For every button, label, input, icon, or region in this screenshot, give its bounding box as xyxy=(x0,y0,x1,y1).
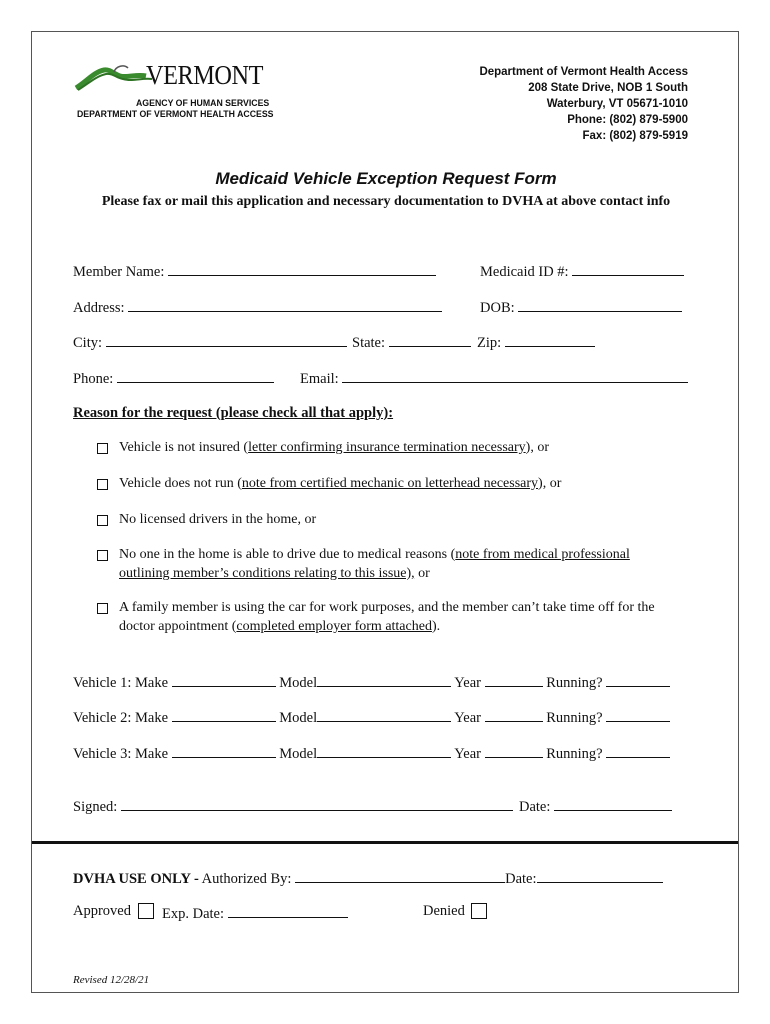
signature-date-input[interactable] xyxy=(554,796,672,811)
vehicle-model-label: Model xyxy=(279,675,318,691)
reason-requirement: letter confirming insurance termination necessary xyxy=(248,440,526,455)
dvha-date-input[interactable] xyxy=(537,868,663,883)
vehicle-make-input[interactable] xyxy=(172,672,276,687)
vehicle-running-label: Running? xyxy=(546,710,603,726)
state-field[interactable] xyxy=(352,332,471,352)
reason-text: ), or xyxy=(525,440,549,455)
signature-input[interactable] xyxy=(121,796,513,811)
signature-date-field[interactable] xyxy=(519,796,672,816)
vehicle-make-label: Vehicle 3: Make xyxy=(73,746,169,762)
vehicle-year-label: Year xyxy=(454,746,481,762)
vehicle-year-input[interactable] xyxy=(485,672,543,687)
vehicle-row xyxy=(73,672,670,692)
dvha-date-label: Date: xyxy=(505,871,537,887)
section-divider xyxy=(32,841,738,844)
exp-date-label: Exp. Date: xyxy=(162,906,225,922)
authorized-by-label: Authorized By: xyxy=(198,871,292,887)
email-label: Email: xyxy=(300,371,339,387)
reason-requirement: outlining member’s conditions relating to this issue), xyxy=(119,566,415,581)
form-page xyxy=(31,31,739,993)
reason-work-purposes-label: A family member is using the car for work purposes, and the member can’t take time off for the xyxy=(119,600,655,615)
vehicle-running-input[interactable] xyxy=(606,707,670,722)
vermont-mountain-logo-icon xyxy=(74,62,154,92)
revised-date: Revised 12/28/21 xyxy=(73,974,150,986)
email-field[interactable] xyxy=(300,368,688,388)
contact-street: 208 State Drive, NOB 1 South xyxy=(528,82,688,94)
denied-checkbox[interactable] xyxy=(471,903,487,919)
reason-no-drivers-label: No licensed drivers in the home, or xyxy=(119,512,317,527)
vehicle-model-input[interactable] xyxy=(317,743,451,758)
reason-text: No one in the home is able to drive due to medical reasons ( xyxy=(119,547,456,562)
phone-field[interactable] xyxy=(73,368,274,388)
vehicle-running-input[interactable] xyxy=(606,672,670,687)
medicaid-id-field[interactable] xyxy=(480,261,684,281)
address-field[interactable] xyxy=(73,297,442,317)
reason-text: ), or xyxy=(538,476,562,491)
reason-medical-checkbox[interactable] xyxy=(97,550,108,561)
contact-fax: Fax: (802) 879-5919 xyxy=(582,130,688,142)
vehicle-model-input[interactable] xyxy=(317,672,451,687)
reason-text: ). xyxy=(431,619,441,634)
signature-field[interactable] xyxy=(73,796,513,816)
reason-no-drivers-checkbox[interactable] xyxy=(97,515,108,526)
medicaid-id-label: Medicaid ID #: xyxy=(480,264,569,280)
address-input[interactable] xyxy=(128,297,442,312)
zip-label: Zip: xyxy=(477,335,502,351)
exp-date-field[interactable] xyxy=(162,903,348,923)
dob-field[interactable] xyxy=(480,297,682,317)
logo-wordmark: VERMONT xyxy=(146,60,263,90)
reason-text: Vehicle does not run ( xyxy=(119,476,242,491)
phone-input[interactable] xyxy=(117,368,274,383)
city-label: City: xyxy=(73,335,103,351)
reason-does-not-run-label xyxy=(119,474,561,493)
reason-not-insured-checkbox[interactable] xyxy=(97,443,108,454)
reason-does-not-run-checkbox[interactable] xyxy=(97,479,108,490)
reason-requirement: note from medical professional xyxy=(455,547,630,562)
denied-label: Denied xyxy=(423,903,465,919)
vehicle-make-input[interactable] xyxy=(172,707,276,722)
reason-text: doctor appointment ( xyxy=(119,619,237,634)
form-subtitle: Please fax or mail this application and necessary documentation to DVHA at above contact info xyxy=(101,194,671,209)
vehicle-year-input[interactable] xyxy=(485,707,543,722)
address-label: Address: xyxy=(73,300,125,316)
logo-department: DEPARTMENT OF VERMONT HEALTH ACCESS xyxy=(77,109,274,120)
signature-date-label: Date: xyxy=(519,799,551,815)
vehicle-make-label: Vehicle 1: Make xyxy=(73,675,169,691)
logo-agency: AGENCY OF HUMAN SERVICES xyxy=(136,98,270,109)
city-input[interactable] xyxy=(106,332,347,347)
phone-label: Phone: xyxy=(73,371,114,387)
email-input[interactable] xyxy=(342,368,688,383)
approved-checkbox[interactable] xyxy=(138,903,154,919)
reason-requirement: completed employer form attached xyxy=(236,619,432,634)
reason-requirement: note from certified mechanic on letterhead necessary xyxy=(241,476,539,491)
dvha-authorized-field[interactable] xyxy=(73,868,663,888)
member-name-input[interactable] xyxy=(168,261,436,276)
vehicle-row xyxy=(73,743,670,763)
city-field[interactable] xyxy=(73,332,347,352)
vehicle-running-input[interactable] xyxy=(606,743,670,758)
reason-medical-label xyxy=(119,545,630,564)
vehicle-year-label: Year xyxy=(454,710,481,726)
dvha-use-only-label: DVHA USE ONLY - xyxy=(73,871,199,887)
vehicle-running-label: Running? xyxy=(546,746,603,762)
vehicle-make-label: Vehicle 2: Make xyxy=(73,710,169,726)
state-label: State: xyxy=(352,335,386,351)
form-title: Medicaid Vehicle Exception Request Form xyxy=(215,169,557,188)
vehicle-year-input[interactable] xyxy=(485,743,543,758)
member-name-label: Member Name: xyxy=(73,264,165,280)
exp-date-input[interactable] xyxy=(228,903,348,918)
dob-label: DOB: xyxy=(480,300,515,316)
vehicle-model-label: Model xyxy=(279,746,318,762)
vehicle-model-input[interactable] xyxy=(317,707,451,722)
member-name-field[interactable] xyxy=(73,261,436,281)
vehicle-row xyxy=(73,707,670,727)
authorized-by-input[interactable] xyxy=(295,868,505,883)
zip-field[interactable] xyxy=(477,332,595,352)
reason-not-insured-label xyxy=(119,438,549,457)
contact-city: Waterbury, VT 05671-1010 xyxy=(546,98,688,110)
vehicle-model-label: Model xyxy=(279,710,318,726)
reason-text: or xyxy=(414,566,430,581)
state-input[interactable] xyxy=(389,332,471,347)
contact-phone: Phone: (802) 879-5900 xyxy=(567,114,688,126)
contact-department: Department of Vermont Health Access xyxy=(479,66,688,78)
reason-heading: Reason for the request (please check all that apply): xyxy=(73,405,394,421)
reason-medical-label-cont xyxy=(119,564,430,583)
signature-label: Signed: xyxy=(73,799,118,815)
reason-work-purposes-checkbox[interactable] xyxy=(97,603,108,614)
reason-work-purposes-label-cont xyxy=(119,617,440,636)
approved-label: Approved xyxy=(73,903,131,919)
medicaid-id-input[interactable] xyxy=(572,261,684,276)
vehicle-year-label: Year xyxy=(454,675,481,691)
zip-input[interactable] xyxy=(505,332,595,347)
dob-input[interactable] xyxy=(518,297,682,312)
vehicle-running-label: Running? xyxy=(546,675,603,691)
vehicle-make-input[interactable] xyxy=(172,743,276,758)
reason-text: Vehicle is not insured ( xyxy=(119,440,249,455)
